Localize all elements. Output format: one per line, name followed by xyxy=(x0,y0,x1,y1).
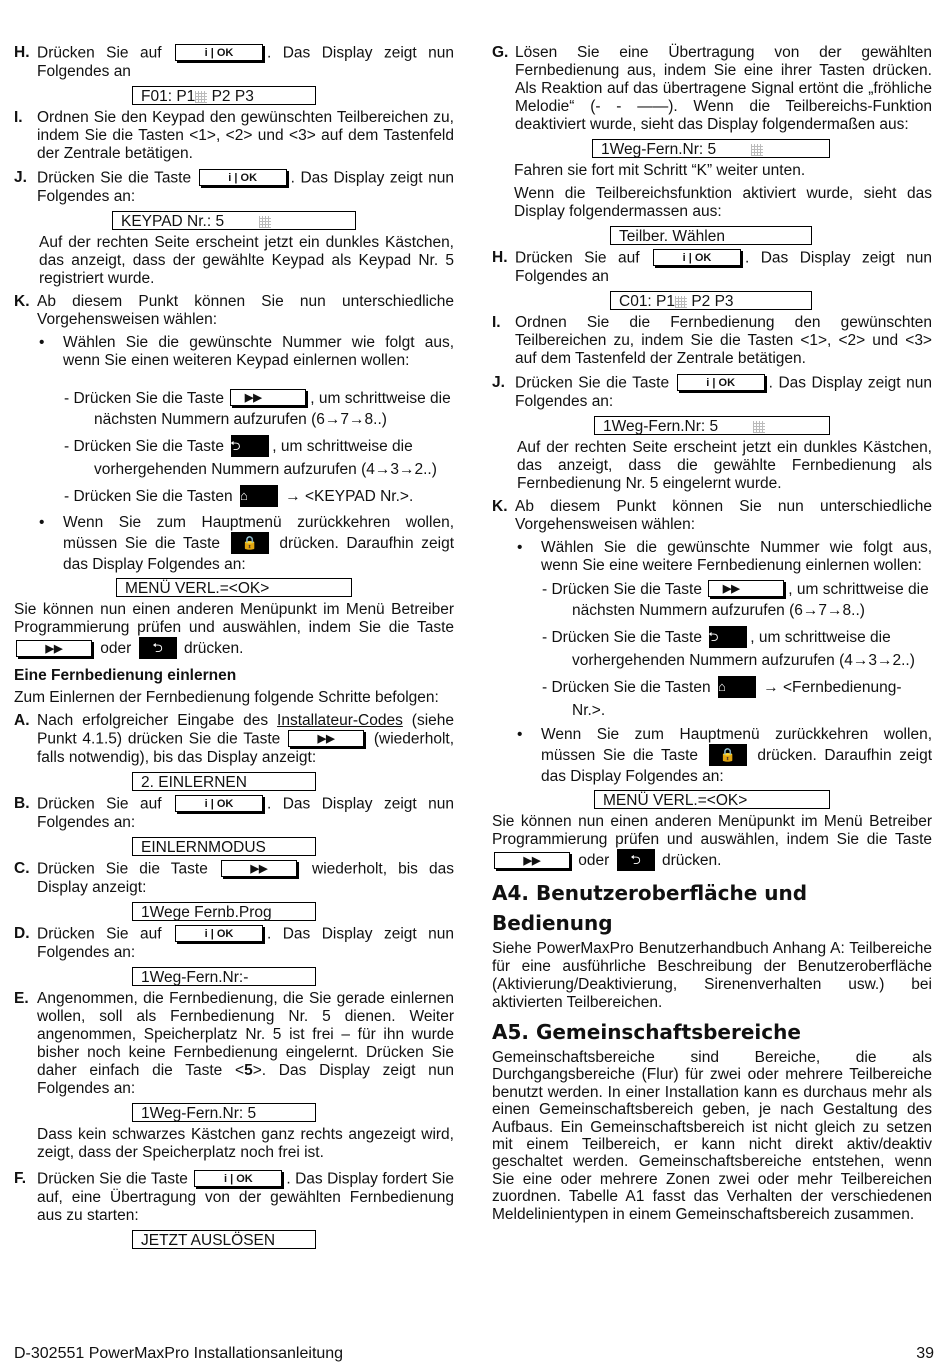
bullet: • Wählen Sie die gewünschte Nummer wie folgt aus, wenn Sie eine weitere Fernbedienung einlernen wollen: xyxy=(517,539,932,574)
display-box: F01: P1 P2 P3 xyxy=(132,86,316,105)
step-k: K. Ab diesem Punkt können Sie nun unterschiedliche Vorgehensweisen wählen: xyxy=(14,293,454,328)
dash-item: - Drücken Sie die Taste ▶▶ , um schrittweise die nächsten Nummern aufzurufen (6→7→8..) xyxy=(542,581,929,619)
section-title-a5: A5. Gemeinschaftsbereiche xyxy=(492,1020,801,1044)
dash-item: - Drücken Sie die Tasten ⌂ → <Fernbedienung-Nr.>. xyxy=(542,676,932,721)
back-key-icon: ⮌ xyxy=(617,849,655,871)
e-note: Dass kein schwarzes Kästchen ganz rechts angezeigt wird, zeigt, dass der Speicherplatz noch frei ist. xyxy=(37,1126,454,1161)
ok-key-icon: i | OK xyxy=(175,925,263,942)
fast-forward-key-icon: ▶▶ xyxy=(708,580,784,597)
step-b: B. Drücken Sie auf i | OK . Das Display zeigt nun Folgendes an: xyxy=(14,795,454,831)
dash-item: - Drücken Sie die Taste ⮌ , um schrittweise die vorhergehenden Nummern aufzurufen (4→3→2..) xyxy=(542,626,932,671)
step-j: J. Drücken Sie die Taste i | OK . Das Display zeigt nun Folgendes an: xyxy=(492,374,932,410)
fast-forward-key-icon: ▶▶ xyxy=(221,860,297,877)
display-box: C01: P1 P2 P3 xyxy=(610,291,812,310)
display-box: 1Weg-Fern.Nr:- xyxy=(132,967,316,986)
paragraph: Sie können nun einen anderen Menüpunkt im Menü Betreiber Programmierung prüfen und auswählen, indem Sie die Taste ▶▶ oder ⮌ drücken. xyxy=(492,813,932,870)
display-box: 1Weg-Fern.Nr: 5 xyxy=(592,139,830,158)
cursor-block-icon xyxy=(753,421,765,433)
display-box: 1Weg-Fern.Nr: 5 xyxy=(594,416,830,435)
step-h: H. Drücken Sie auf i | OK . Das Display zeigt nun Folgendes an xyxy=(14,44,454,80)
j-note: Auf der rechten Seite erscheint jetzt ein dunkles Kästchen, das anzeigt, dass der gewählte Keypad als Keypad Nr. 5 registriert wurde. xyxy=(39,234,454,287)
fast-forward-key-icon: ▶▶ xyxy=(288,730,364,747)
lock-key-icon: 🔒 xyxy=(231,532,269,554)
left-column xyxy=(14,44,454,1253)
a4-text: Siehe PowerMaxPro Benutzerhandbuch Anhang A: Teilbereiche für eine ausführliche Beschreibung der Benutzeroberfläche (Aktivierung/Deaktivierung, Sirenenverhalten usw.) bei aktivierten Teilbereichen. xyxy=(492,940,932,1011)
back-key-icon: ⮌ xyxy=(709,626,747,648)
ok-key-icon: i | OK xyxy=(175,795,263,812)
display-box: 1Weg-Fern.Nr: 5 xyxy=(132,1103,316,1122)
step-e: E. Angenommen, die Fernbedienung, die Sie gerade einlernen wollen, soll als Fernbedienung Nr. 5 dienen. Weiter angenommen, Speicherplatz Nr. 5 ist frei – für ihn wurde bisher noch keine Fernbedienung eingelernt. Drücken Sie daher einfach die Taste <5>. Das Display zeigt nun Folgendes an: xyxy=(14,990,454,1097)
step-d: D. Drücken Sie auf i | OK . Das Display zeigt nun Folgendes an: xyxy=(14,925,454,961)
g-note: Fahren sie fort mit Schritt “K” weiter unten. xyxy=(514,162,806,179)
ok-key-icon: i | OK xyxy=(175,44,263,61)
ok-key-icon: i | OK xyxy=(199,169,287,186)
display-box: JETZT AUSLÖSEN xyxy=(132,1230,316,1249)
bullet: • Wenn Sie zum Hauptmenü zurückkehren wollen, müssen Sie die Taste 🔒 drücken. Daraufhin zeigt das Display Folgendes an: xyxy=(517,726,932,785)
j-note: Auf der rechten Seite erscheint jetzt ein dunkles Kästchen, das anzeigt, dass die gewählte Fernbedienung als Fernbedienung Nr. 5 eingelernt wurde. xyxy=(517,439,932,492)
step-c: C. Drücken Sie die Taste ▶▶ wiederholt, bis das Display anzeigt: xyxy=(14,860,454,896)
dash-item: - Drücken Sie die Taste ⮌ , um schrittweise die vorhergehenden Nummern aufzurufen (4→3→2..) xyxy=(64,435,454,480)
paragraph: Sie können nun einen anderen Menüpunkt im Menü Betreiber Programmierung prüfen und auswählen, indem Sie die Taste ▶▶ oder ⮌ drücken. xyxy=(14,601,454,658)
back-key-icon: ⮌ xyxy=(231,435,269,457)
right-column xyxy=(492,44,932,1228)
section-title-a4: A4. Benutzeroberfläche und Bedienung xyxy=(492,881,808,935)
step-j: J. Drücken Sie die Taste i | OK . Das Display zeigt nun Folgendes an: xyxy=(14,169,454,205)
dash-item: - Drücken Sie die Taste ▶▶ , um schrittweise die nächsten Nummern aufzurufen (6→7→8..) xyxy=(64,390,451,428)
bullet: • Wählen Sie die gewünschte Nummer wie folgt aus, wenn Sie einen weiteren Keypad einlernen wollen: xyxy=(39,334,454,369)
step-f: F. Drücken Sie die Taste i | OK . Das Display fordert Sie auf, eine Übertragung von der gewählten Fernbedienung aus zu starten: xyxy=(14,1170,454,1224)
home-key-icon: ⌂ xyxy=(718,676,756,698)
ok-key-icon: i | OK xyxy=(194,1170,282,1187)
step-k: K. Ab diesem Punkt können Sie nun unterschiedliche Vorgehensweisen wählen: xyxy=(492,498,932,533)
step-a: A. Nach erfolgreicher Eingabe des Installateur-Codes (siehe Punkt 4.1.5) drücken Sie die Taste ▶▶ (wiederholt, falls notwendig), bis das Display anzeigt: xyxy=(14,712,454,766)
bullet: • Wenn Sie zum Hauptmenü zurückkehren wollen, müssen Sie die Taste 🔒 drücken. Daraufhin zeigt das Display Folgendes an: xyxy=(39,514,454,573)
ok-key-icon: i | OK xyxy=(653,249,741,266)
cursor-block-icon xyxy=(675,296,687,308)
step-h: H. Drücken Sie auf i | OK . Das Display zeigt nun Folgendes an xyxy=(492,249,932,285)
cursor-block-icon xyxy=(751,144,763,156)
display-box: MENÜ VERL.=<OK> xyxy=(116,578,352,597)
fast-forward-key-icon: ▶▶ xyxy=(494,852,570,869)
g-note: Wenn die Teilbereichsfunktion aktiviert wurde, sieht das Display folgendermassen aus: xyxy=(514,185,932,220)
ok-key-icon: i | OK xyxy=(677,374,765,391)
step-i: I. Ordnen Sie den Keypad den gewünschten Teilbereichen zu, indem Sie die Tasten <1>, <2> und <3> auf dem Tastenfeld der Zentrale betätigen. xyxy=(14,109,454,162)
fast-forward-key-icon: ▶▶ xyxy=(230,389,306,406)
display-box: 2. EINLERNEN xyxy=(132,772,316,791)
back-key-icon: ⮌ xyxy=(139,637,177,659)
home-key-icon: ⌂ xyxy=(240,485,278,507)
section-heading: Eine Fernbedienung einlernen xyxy=(14,667,237,684)
display-box: MENÜ VERL.=<OK> xyxy=(594,790,830,809)
a5-text: Gemeinschaftsbereiche sind Bereiche, die als Durchgangsbereiche (Flur) für zwei oder mehrere Teilbereiche benutzt werden. In einer Installation kann es durchaus mehr als einen Gemeinschaftsbereich geben, je nach Gestaltung des Aufbaus. Ein Gemeinschaftsbereich ist nicht gleich zu setzen mit einem Teilbereich, er kann nicht direkt aktiv/deaktiv geschaltet werden. Gemeinschaftsbereiche entstehen, wenn Sie eine oder mehrere Zonen zwei oder mehr Teilbereichen zuordnen. Tabelle A1 fasst das Verhalten der verschiedenen Meldelinientypen in einem Gemeinschaftsbereich zusammen. xyxy=(492,1049,932,1223)
fast-forward-key-icon: ▶▶ xyxy=(16,640,92,657)
lock-key-icon: 🔒 xyxy=(709,744,747,766)
footer-doc-title: D-302551 PowerMaxPro Installationsanleitung xyxy=(14,1345,344,1362)
cursor-block-icon xyxy=(195,91,207,103)
display-box: EINLERNMODUS xyxy=(132,837,316,856)
display-box: 1Wege Fernb.Prog xyxy=(132,902,316,921)
display-box: Teilber. Wählen xyxy=(610,226,812,245)
intro: Zum Einlernen der Fernbedienung folgende Schritte befolgen: xyxy=(14,689,439,706)
display-box: KEYPAD Nr.: 5 xyxy=(112,211,356,230)
cursor-block-icon xyxy=(259,216,271,228)
dash-item: - Drücken Sie die Tasten ⌂ → <KEYPAD Nr.>. xyxy=(64,485,454,509)
page-number: 39 xyxy=(916,1345,934,1362)
step-g: G. Lösen Sie eine Übertragung von der gewählten Fernbedienung aus, indem Sie eine ihrer Tasten drücken. Als Reaktion auf das übertragene Signal ertönt die „fröhliche Melodie“ (- - ——). Wenn die Teilbereichs-Funktion deaktiviert wurde, sieht das Display folgendermaßen aus: xyxy=(492,44,932,133)
step-i: I. Ordnen Sie die Fernbedienung den gewünschten Teilbereichen zu, indem Sie die Tasten <1>, <2> und <3> auf dem Tastenfeld der Zentrale betätigen. xyxy=(492,314,932,367)
